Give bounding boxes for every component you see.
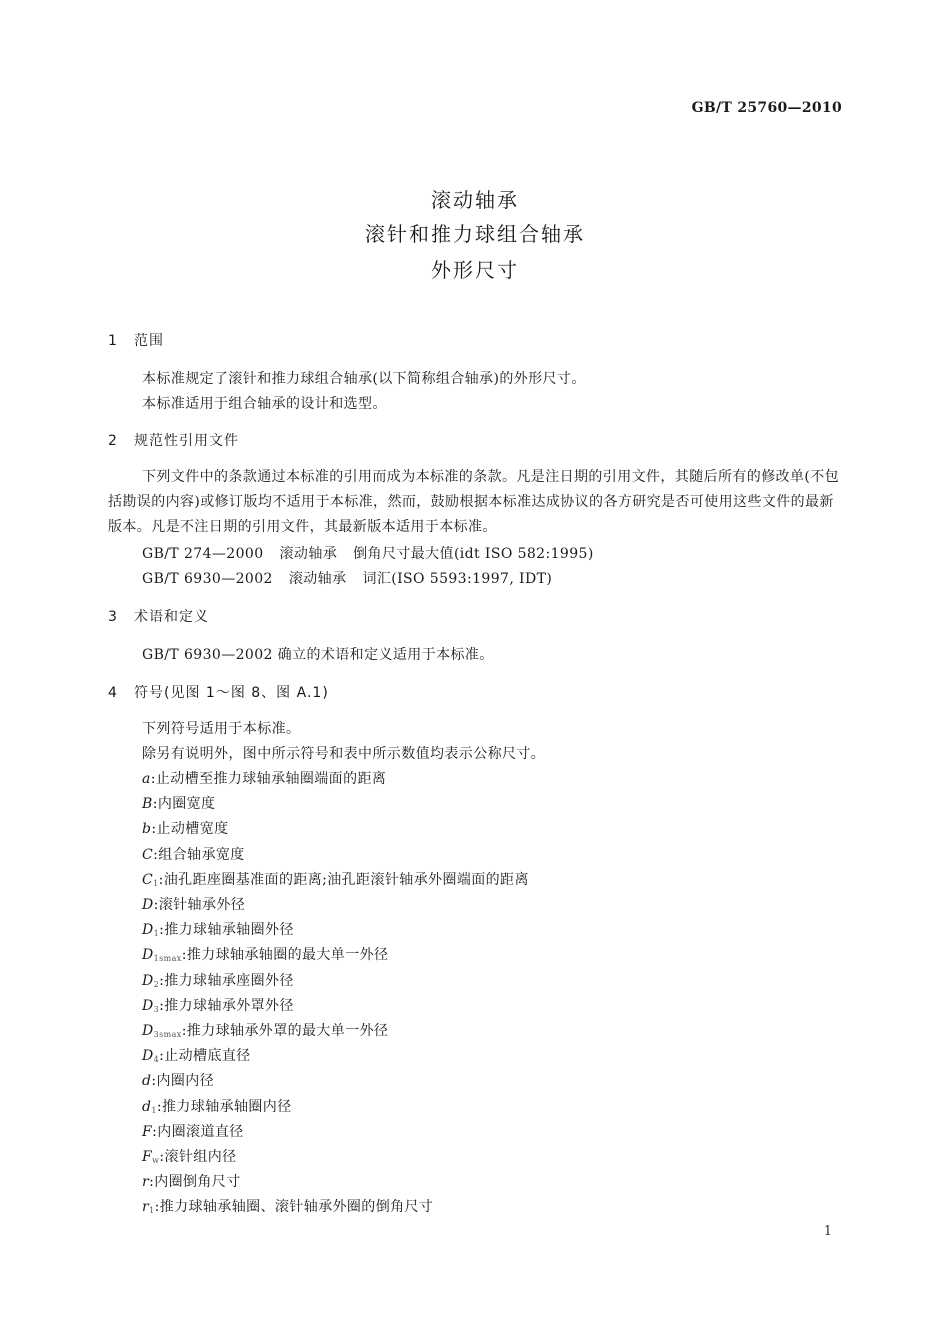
symbol-description: :推力球轴承座圈外径 <box>159 972 294 989</box>
reference-item <box>142 568 552 588</box>
symbol: a <box>142 771 151 787</box>
page-number: 1 <box>823 1224 832 1239</box>
standard-number: GB/T 25760—2010 <box>691 100 842 116</box>
section-heading-terms <box>108 606 209 626</box>
symbol: C <box>142 871 154 888</box>
reference-name: 滚动轴承 <box>288 571 347 587</box>
symbol: D <box>142 947 154 964</box>
symbol-subscript: 1 <box>153 878 159 888</box>
reference-code: GB/T 274—2000 <box>142 546 264 562</box>
symbol-description: :止动槽宽度 <box>151 821 229 838</box>
symbol-definition <box>142 919 294 939</box>
title-line-1: 滚动轴承 <box>431 188 519 212</box>
symbol: d <box>142 1098 152 1115</box>
symbol-subscript: 2 <box>153 979 160 989</box>
symbol-definition <box>142 793 215 813</box>
section-number: 4 <box>108 685 117 701</box>
symbol: D <box>142 997 154 1014</box>
symbols-intro-1: 下列符号适用于本标准。 <box>142 721 301 737</box>
symbol: r <box>142 1199 150 1216</box>
symbol: D <box>142 1048 154 1065</box>
section-title: 符号(见图 1～图 8、图 A.1) <box>134 685 329 701</box>
symbol-description: :止动槽底直径 <box>159 1048 251 1065</box>
symbol-description: :内圈宽度 <box>152 796 216 813</box>
section-heading-references <box>108 430 239 450</box>
symbol-definition <box>142 768 386 788</box>
section-title: 术语和定义 <box>134 609 209 625</box>
terms-paragraph: GB/T 6930—2002 确立的术语和定义适用于本标准。 <box>142 647 494 663</box>
section-heading-scope <box>108 330 164 350</box>
symbol-subscript: 4 <box>153 1055 160 1065</box>
symbol-description: :滚针轴承外径 <box>153 897 246 913</box>
scope-paragraph-1: 本标准规定了滚针和推力球组合轴承(以下简称组合轴承)的外形尺寸。 <box>142 371 586 387</box>
reference-title: 倒角尺寸最大值(idt ISO 582:1995) <box>353 546 594 562</box>
symbol-definition <box>142 894 245 914</box>
symbol: D <box>142 897 154 913</box>
symbol-subscript: 1smax <box>153 954 182 964</box>
reference-code: GB/T 6930—2002 <box>142 571 273 587</box>
title-line-3: 外形尺寸 <box>431 258 519 282</box>
symbol: C <box>142 846 154 863</box>
section-number: 1 <box>108 333 117 349</box>
symbol-definition <box>142 1146 237 1166</box>
symbol-description: :推力球轴承轴圈、滚针轴承外圈的倒角尺寸 <box>154 1199 434 1216</box>
section-title: 规范性引用文件 <box>134 433 239 449</box>
symbol: b <box>142 821 152 838</box>
symbol: B <box>142 796 153 813</box>
symbol: F <box>142 1149 153 1165</box>
reference-name: 滚动轴承 <box>279 546 338 562</box>
symbol-definition <box>142 1171 241 1191</box>
references-intro: 下列文件中的条款通过本标准的引用而成为本标准的条款。凡是注日期的引用文件，其随后所有的修改单(不包括勘误的内容)或修订版均不适用于本标准，然而，鼓励根据本标准达成协议的各方研究是否可使用这些文件的最新版本。凡是不注日期的引用文件，其最新版本适用于本标准。 <box>108 469 840 535</box>
reference-item <box>142 543 594 563</box>
symbol-description: :推力球轴承轴圈外径 <box>159 922 294 939</box>
symbol-description: :组合轴承宽度 <box>153 846 245 863</box>
symbol-definition <box>142 1070 214 1090</box>
symbol: D <box>142 972 154 989</box>
symbol-definition <box>142 1196 433 1216</box>
symbol-definition <box>142 869 529 889</box>
title-line-2: 滚针和推力球组合轴承 <box>365 222 585 246</box>
reference-title: 词汇(ISO 5593:1997, IDT) <box>362 571 553 587</box>
symbol-subscript: 1 <box>149 1206 155 1216</box>
section-title: 范围 <box>134 333 164 349</box>
symbol-subscript: 3 <box>153 1004 160 1014</box>
symbol-description: :内圈倒角尺寸 <box>149 1174 241 1191</box>
symbol-definition <box>142 1045 251 1065</box>
symbol-definition <box>142 1096 292 1116</box>
symbol-description: :止动槽至推力球轴承轴圈端面的距离 <box>150 771 387 787</box>
symbol-subscript: 1 <box>151 1105 157 1115</box>
symbol-definition <box>142 944 388 964</box>
symbol-description: :滚针组内径 <box>159 1149 237 1165</box>
symbol-description: :推力球轴承外罩外径 <box>159 997 294 1014</box>
symbol-description: :油孔距座圈基准面的距离;油孔距滚针轴承外圈端面的距离 <box>158 871 529 888</box>
symbol: F <box>142 1123 153 1140</box>
symbol-description: :推力球轴承外罩的最大单一外径 <box>181 1023 389 1039</box>
symbol-subscript: 1 <box>153 929 160 939</box>
symbol-definition <box>142 995 294 1015</box>
section-number: 3 <box>108 609 117 625</box>
section-number: 2 <box>108 433 117 449</box>
symbol-description: :推力球轴承轴圈内径 <box>156 1098 292 1115</box>
symbol-description: :内圈滚道直径 <box>152 1123 244 1140</box>
symbol-definition <box>142 844 245 864</box>
section-heading-symbols <box>108 682 329 702</box>
symbol-definition <box>142 818 229 838</box>
symbol-description: :推力球轴承轴圈的最大单一外径 <box>181 947 389 964</box>
symbol: r <box>142 1174 150 1191</box>
symbol: d <box>142 1073 152 1090</box>
symbol-definition <box>142 1020 388 1040</box>
symbol-subscript: 3smax <box>153 1030 182 1039</box>
symbol: D <box>142 1023 154 1039</box>
symbols-intro-2: 除另有说明外，图中所示符号和表中所示数值均表示公称尺寸。 <box>142 746 546 762</box>
symbol-definition <box>142 970 294 990</box>
scope-paragraph-2: 本标准适用于组合轴承的设计和选型。 <box>142 396 387 412</box>
symbol-description: :内圈内径 <box>151 1073 215 1090</box>
symbol-definition <box>142 1121 244 1141</box>
symbol-subscript: w <box>152 1156 160 1165</box>
symbol: D <box>142 922 154 939</box>
